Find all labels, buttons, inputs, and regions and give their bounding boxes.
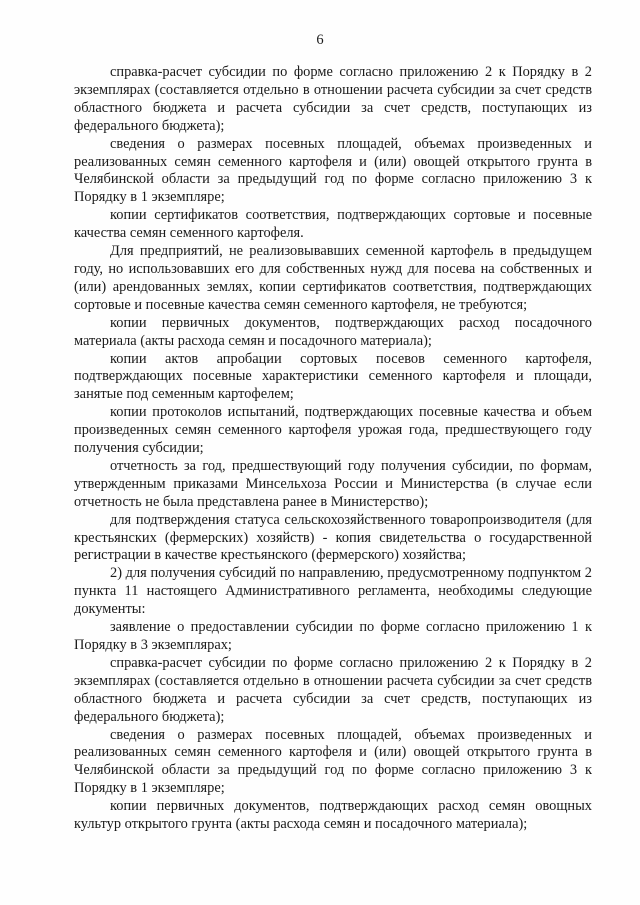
- paragraph: заявление о предоставлении субсидии по форме согласно приложению 1 к Порядку в 3 экземплярах;: [74, 619, 592, 653]
- paragraph: справка-расчет субсидии по форме согласно приложению 2 к Порядку в 2 экземплярах (составляется отдельно в отношении расчета субсидии за счет средств областного бюджета и расчета субсидии за счет средств, поступающих из федерального бюджета);: [74, 654, 592, 725]
- paragraph: Для предприятий, не реализовывавших семенной картофель в предыдущем году, но использовавших его для собственных нужд для посева на собственных и (или) арендованных землях, копии сертификатов соответствия, подтверждающих сортовые и посевные качества семян семенного картофеля, не требуются;: [74, 243, 592, 313]
- document-body: [74, 64, 592, 834]
- page-number: 6: [316, 32, 324, 48]
- paragraph: 2) для получения субсидий по направлению, предусмотренному подпунктом 2 пункта 11 настоящего Административного регламента, необходимы следующие документы:: [74, 565, 592, 618]
- paragraph: копии актов апробации сортовых посевов семенного картофеля, подтверждающих посевные характеристики семенного картофеля и площади, занятые под семенным картофелем;: [74, 350, 592, 403]
- paragraph: сведения о размерах посевных площадей, объемах произведенных и реализованных семян семенного картофеля и (или) овощей открытого грунта в Челябинской области за предыдущий год по форме согласно приложению 3 к Порядку в 1 экземпляре;: [74, 135, 592, 206]
- paragraph: копии протоколов испытаний, подтверждающих посевные качества и объем произведенных семян семенного картофеля урожая года, предшествующего году получения субсидии;: [74, 404, 592, 457]
- paragraph: справка-расчет субсидии по форме согласно приложению 2 к Порядку в 2 экземплярах (составляется отдельно в отношении расчета субсидии за счет средств областного бюджета и расчета субсидии за счет средств, поступающих из федерального бюджета);: [74, 64, 592, 134]
- paragraph: копии первичных документов, подтверждающих расход посадочного материала (акты расхода семян и посадочного материала);: [74, 314, 592, 349]
- paragraph: копии первичных документов, подтверждающих расход семян овощных культур открытого грунта (акты расхода семян и посадочного материала);: [74, 798, 592, 833]
- paragraph: копии сертификатов соответствия, подтверждающих сортовые и посевные качества семян семенного картофеля.: [74, 207, 592, 242]
- paragraph: сведения о размерах посевных площадей, объемах произведенных и реализованных семян семенного картофеля и (или) овощей открытого грунта в Челябинской области за предыдущий год по форме согласно приложению 3 к Порядку в 1 экземпляре;: [74, 726, 592, 797]
- paragraph: для подтверждения статуса сельскохозяйственного товаропроизводителя (для крестьянских (фермерских) хозяйств) - копия свидетельства о государственной регистрации в качестве крестьянского (фермерского) хозяйства;: [74, 511, 592, 564]
- paragraph: отчетность за год, предшествующий году получения субсидии, по формам, утвержденным приказами Минсельхоза России и Министерства (в случае если отчетность не была представлена ранее в Министерство);: [74, 457, 592, 510]
